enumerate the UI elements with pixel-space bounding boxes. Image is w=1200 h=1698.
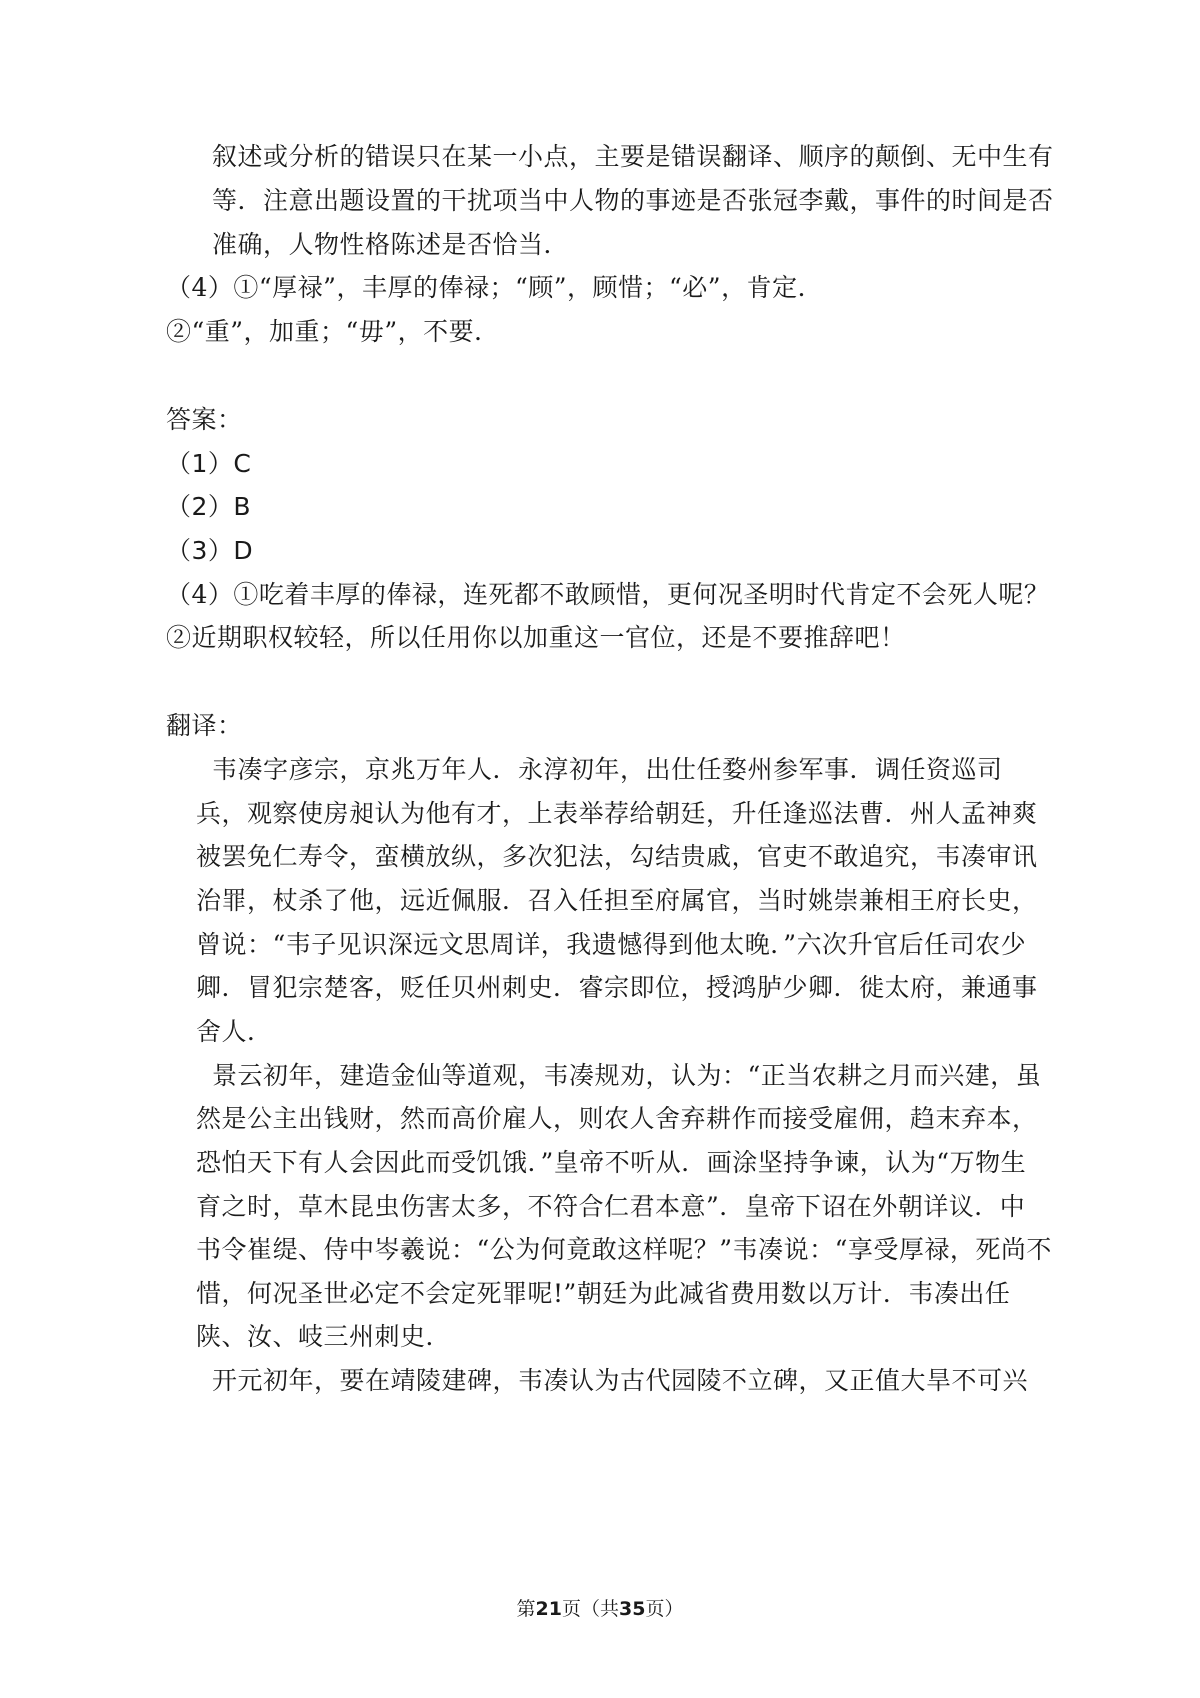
translation-para3-line: 开元初年，要在靖陵建碑，韦凑认为古代园陵不立碑，又正值大旱不可兴 — [212, 1366, 1029, 1395]
translation-para2-line: 景云初年，建造金仙等道观，韦凑规劝，认为：“正当农耕之月而兴建，虽 — [212, 1061, 1042, 1090]
answer-q4-line1: （4）①吃着丰厚的俸禄，连死都不敢顾惜，更何况圣明时代肯定不会死人呢？ — [166, 580, 1050, 609]
analysis-line: 准确，人物性格陈述是否恰当． — [212, 230, 570, 259]
translation-para1-line: 兵，观察使房昶认为他有才，上表举荐给朝廷，升任逢巡法曹．州人孟神爽 — [196, 799, 1038, 828]
translation-para2-line: 陕、汝、岐三州刺史． — [196, 1322, 452, 1351]
answer-item: （1）C — [166, 449, 252, 478]
answer-item: （3）D — [166, 536, 254, 565]
footer-prefix: 第 — [516, 1598, 536, 1620]
footer-suffix: 页） — [645, 1598, 684, 1620]
answer-heading: 答案： — [166, 405, 243, 434]
translation-para1-line: 卿．冒犯宗楚客，贬任贝州刺史．睿宗即位，授鸿胪少卿．徙太府，兼通事 — [196, 973, 1038, 1002]
translation-para2-line: 然是公主出钱财，然而高价雇人，则农人舍弃耕作而接受雇佣，趋末弃本， — [196, 1104, 1038, 1133]
analysis-q4-line2: ②“重”，加重；“毋”，不要． — [166, 317, 500, 346]
analysis-line: 叙述或分析的错误只在某一小点，主要是错误翻译、顺序的颠倒、无中生有 — [212, 142, 1054, 171]
footer-total-pages: 35 — [619, 1598, 646, 1620]
translation-para1-line: 舍人． — [196, 1017, 273, 1046]
footer-middle: 页（共 — [561, 1598, 619, 1620]
translation-para1-line: 曾说：“韦子见识深远文思周详，我遗憾得到他太晚．”六次升官后任司农少 — [196, 930, 1027, 959]
page-footer — [0, 1597, 1200, 1621]
translation-para2-line: 育之时，草木昆虫伤害太多，不符合仁君本意”．皇帝下诏在外朝详议．中 — [196, 1192, 1026, 1221]
translation-para2-line: 恐怕天下有人会因此而受饥饿．”皇帝不听从．画涂坚持争谏，认为“万物生 — [196, 1148, 1027, 1177]
footer-page-number: 21 — [535, 1598, 562, 1620]
analysis-line: 等．注意出题设置的干扰项当中人物的事迹是否张冠李戴，事件的时间是否 — [212, 186, 1054, 215]
answer-item: （2）B — [166, 492, 252, 521]
translation-para1-line: 韦凑字彦宗，京兆万年人．永淳初年，出仕任婺州参军事．调任资巡司 — [212, 755, 1003, 784]
translation-para1-line: 被罢免仁寿令，蛮横放纵，多次犯法，勾结贵戚，官吏不敢追究，韦凑审讯 — [196, 842, 1038, 871]
analysis-q4-line1: （4）①“厚禄”，丰厚的俸禄；“顾”，顾惜；“必”，肯定． — [166, 273, 824, 302]
translation-para2-line: 书令崔缇、侍中岑羲说：“公为何竟敢这样呢？”韦凑说：“享受厚禄，死尚不 — [196, 1235, 1052, 1264]
translation-para2-line: 惜，何况圣世必定不会定死罪呢!”朝廷为此减省费用数以万计．韦凑出任 — [196, 1279, 1011, 1308]
translation-para1-line: 治罪，杖杀了他，远近佩服．召入任担至府属官，当时姚崇兼相王府长史， — [196, 886, 1038, 915]
answer-q4-line2: ②近期职权较轻，所以任用你以加重这一官位，还是不要推辞吧！ — [166, 623, 906, 652]
translation-heading: 翻译： — [166, 711, 243, 740]
